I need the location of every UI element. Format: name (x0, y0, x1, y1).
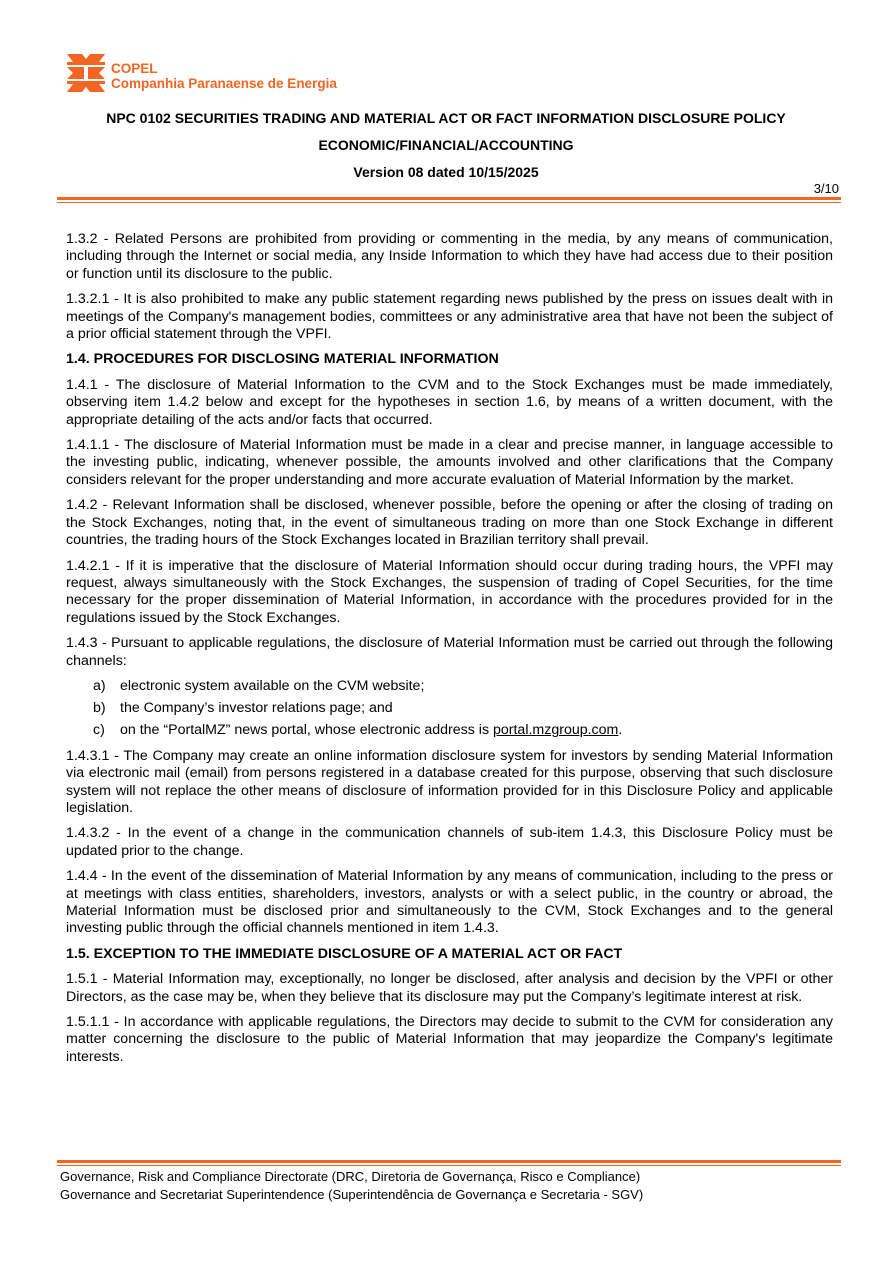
document-version: Version 08 dated 10/15/2025 (353, 164, 539, 180)
paragraph-1-4-1: 1.4.1 - The disclosure of Material Information to the CVM and to the Stock Exchanges must be made immediately, observing item 1.4.2 below and except for the hypotheses in section 1.6, by means of a written document, with the appropriate detailing of the acts and/or facts that occurred. (66, 376, 833, 428)
footer-rule (57, 1160, 841, 1163)
company-logo (66, 54, 366, 94)
paragraph-1-3-2-1: 1.3.2.1 - It is also prohibited to make any public statement regarding news published by the press on issues dealt with in meetings of the Company's management bodies, committees or any administrative area that have not been the subject of a prior official statement through the VPFI. (66, 291, 833, 343)
copel-logo-icon (66, 54, 106, 92)
list-item-text-end: . (618, 722, 623, 739)
footer-directorate: Governance, Risk and Compliance Directorate (DRC, Diretoria de Governança, Risco e Compliance) (60, 1169, 641, 1184)
paragraph-1-4-2-1: 1.4.2.1 - If it is imperative that the disclosure of Material Information should occur during trading hours, the VPFI may request, always simultaneously with the Stock Exchanges, the suspension of trading of Copel Securities, for the time necessary for the proper dissemination of Material Information, in accordance with the procedures provided for in the regulations issued by the Stock Exchanges. (66, 557, 833, 626)
document-title: NPC 0102 SECURITIES TRADING AND MATERIAL ACT OR FACT INFORMATION DISCLOSURE POLICY (106, 110, 786, 126)
list-item-text: the Company’s investor relations page; and (120, 700, 393, 717)
paragraph-1-5-1-1: 1.5.1.1 - In accordance with applicable regulations, the Directors may decide to submit to the CVM for consideration any matter concerning the disclosure to the public of Material Information that may jeopardize the Company's legitimate interests. (66, 1014, 833, 1065)
paragraph-1-3-2: 1.3.2 - Related Persons are prohibited from providing or commenting in the media, by any means of communication, including through the Internet or social media, any Inside Information to which they have had access due to their position or function until its disclosure to the public. (66, 231, 833, 282)
portal-link[interactable]: portal.mzgroup.com (492, 722, 619, 739)
logo-brand-name: COPEL (111, 61, 158, 76)
logo-company-name: Companhia Paranaense de Energia (111, 76, 337, 91)
paragraph-1-4-1-1: 1.4.1.1 - The disclosure of Material Information must be made in a clear and precise manner, in language accessible to the investing public, indicating, whenever possible, the amounts involved and other clarifications that the Company considers relevant for the proper understanding and more accurate evaluation of Material Information by the market. (66, 437, 833, 488)
footer-superintendence: Governance and Secretariat Superintendence (Superintendência de Governança e Secretaria - SGV) (60, 1187, 644, 1202)
list-item-text: on the “PortalMZ” news portal, whose electronic address is (120, 722, 493, 739)
paragraph-1-5-1: 1.5.1 - Material Information may, exceptionally, no longer be disclosed, after analysis and decision by the VPFI or other Directors, as the case may be, when they believe that its disclosure may put the Company’s legitimate interest at risk. (66, 971, 833, 1005)
list-marker: b) (93, 700, 106, 717)
list-item (66, 700, 833, 717)
header-rule-thin (57, 202, 841, 203)
section-heading-1-4: 1.4. PROCEDURES FOR DISCLOSING MATERIAL INFORMATION (66, 351, 499, 368)
paragraph-1-4-3-2: 1.4.3.2 - In the event of a change in the communication channels of sub-item 1.4.3, this Disclosure Policy must be updated prior to the change. (66, 825, 833, 859)
paragraph-1-4-3: 1.4.3 - Pursuant to applicable regulations, the disclosure of Material Information must be carried out through the following channels: (66, 635, 833, 669)
footer-rule-thin (57, 1165, 841, 1166)
list-marker: a) (93, 677, 106, 694)
list-item-text: electronic system available on the CVM website; (120, 677, 425, 694)
paragraph-1-4-3-1: 1.4.3.1 - The Company may create an online information disclosure system for investors by sending Material Information via electronic mail (email) from persons registered in a database created for this purpose, observing that such disclosure system will not replace the other means of disclosure of information provided for in this Disclosure Policy and applicable legislation. (66, 747, 833, 816)
page-number: 3/10 (813, 181, 839, 196)
document-body (66, 231, 833, 1074)
document-subtitle: ECONOMIC/FINANCIAL/ACCOUNTING (318, 137, 574, 153)
paragraph-1-4-4: 1.4.4 - In the event of the dissemination of Material Information by any means of communication, including to the press or at meetings with class entities, shareholders, investors, analysts or with a select public, in the country or abroad, the Material Information must be disclosed prior and simultaneously to the CVM, Stock Exchanges and to the general investing public through the official channels mentioned in item 1.4.3. (66, 868, 833, 937)
list-marker: c) (93, 722, 105, 739)
list-item (66, 722, 833, 739)
section-heading-1-5: 1.5. EXCEPTION TO THE IMMEDIATE DISCLOSURE OF A MATERIAL ACT OR FACT (66, 945, 623, 962)
disclosure-channels-list (66, 678, 833, 740)
header-rule (57, 197, 841, 200)
paragraph-1-4-2: 1.4.2 - Relevant Information shall be disclosed, whenever possible, before the opening or after the closing of trading on the Stock Exchanges, noting that, in the event of simultaneous trading on more than one Stock Exchange in different countries, the trading hours of the Stock Exchanges located in Brazilian territory shall prevail. (66, 497, 833, 549)
list-item (66, 678, 833, 695)
page-footer (60, 1168, 643, 1204)
